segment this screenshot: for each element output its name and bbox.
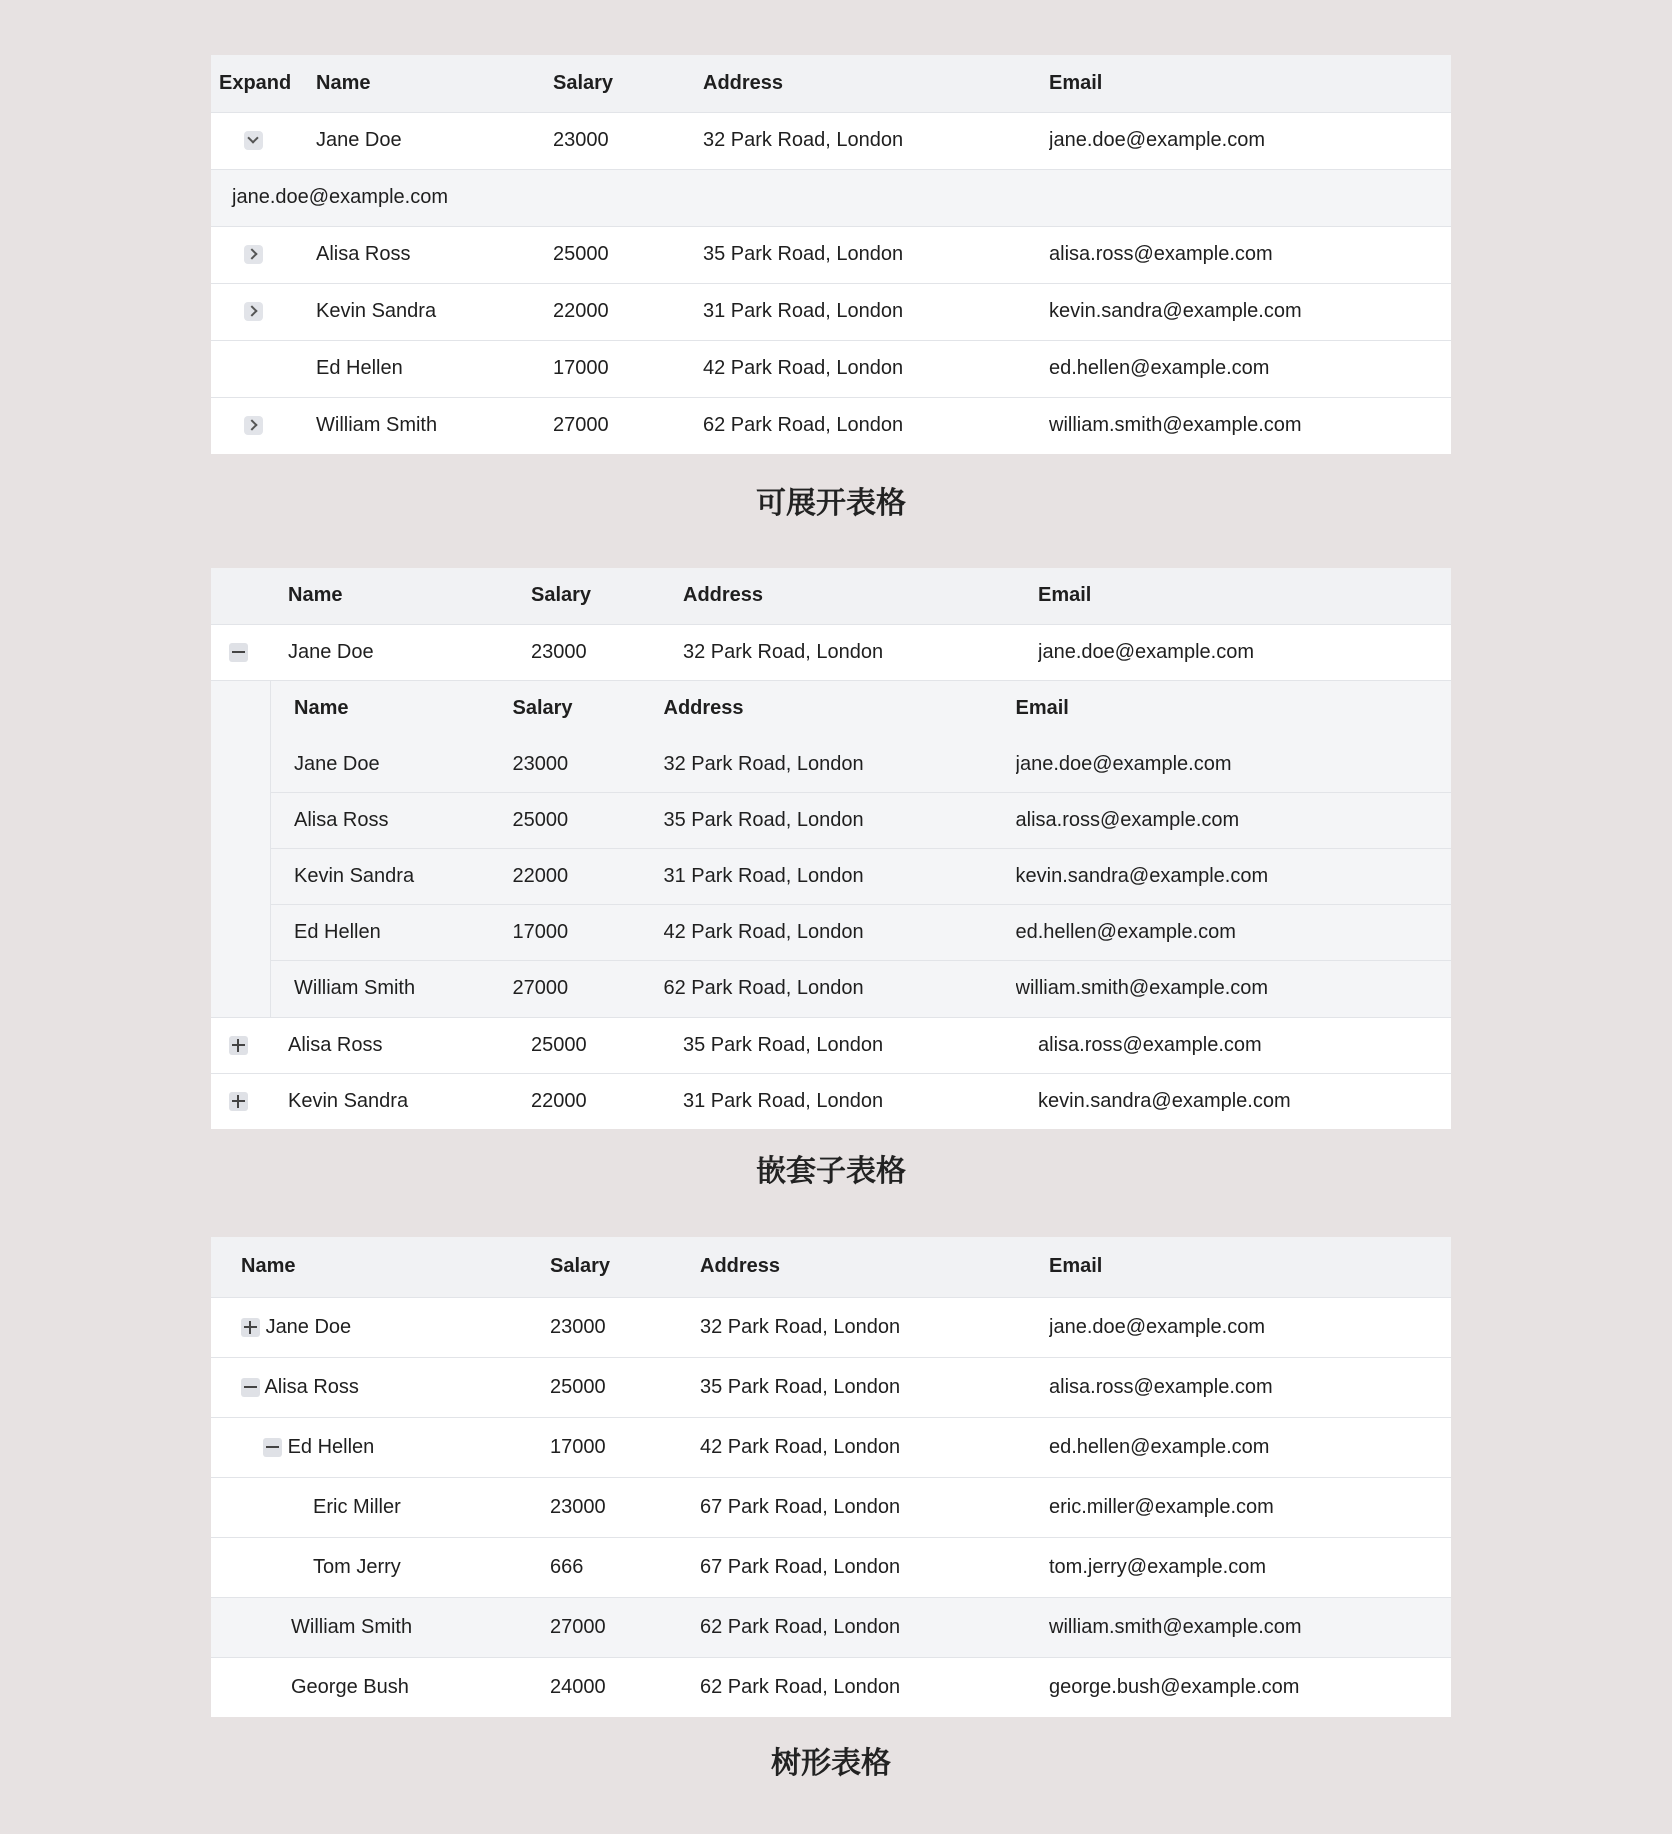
cell-email: ed.hellen@example.com <box>1049 1435 1270 1458</box>
cell-name: Ed Hellen <box>271 905 513 961</box>
table-row[interactable] <box>211 283 1451 340</box>
cell-address: 42 Park Road, London <box>703 357 904 379</box>
cell-email: george.bush@example.com <box>1049 1675 1300 1698</box>
nested-subtable <box>270 681 1451 1017</box>
cell-address: 35 Park Road, London <box>683 1033 884 1056</box>
collapse-minus-icon[interactable] <box>241 1378 260 1397</box>
cell-name: Ed Hellen <box>287 1435 375 1458</box>
expandable-table-section <box>211 55 1451 454</box>
table-row[interactable] <box>211 226 1451 283</box>
expand-plus-icon[interactable] <box>241 1318 260 1337</box>
header-name: Name <box>316 55 553 112</box>
cell-email: alisa.ross@example.com <box>1049 243 1273 265</box>
chevron-right-icon[interactable] <box>244 245 263 264</box>
cell-email: jane.doe@example.com <box>1049 1315 1265 1338</box>
tree-row <box>211 1477 1451 1537</box>
cell-salary: 24000 <box>550 1675 606 1698</box>
tree-row <box>211 1537 1451 1597</box>
header-salary: Salary <box>531 568 683 624</box>
header-address: Address <box>683 568 1038 624</box>
subtable-row <box>271 793 1452 849</box>
cell-name: Kevin Sandra <box>271 849 513 905</box>
cell-address: 35 Park Road, London <box>700 1375 901 1398</box>
header-address: Address <box>703 55 1049 112</box>
cell-email: william.smith@example.com <box>1016 961 1452 1017</box>
cell-name: William Smith <box>271 961 513 1017</box>
chevron-right-icon[interactable] <box>244 416 263 435</box>
sub-header-salary: Salary <box>513 681 664 737</box>
expanded-detail-text: jane.doe@example.com <box>211 169 1451 226</box>
cell-address: 42 Park Road, London <box>700 1435 901 1458</box>
cell-name: George Bush <box>291 1675 409 1698</box>
table-row[interactable] <box>211 1017 1451 1073</box>
cell-address: 32 Park Road, London <box>700 1315 901 1338</box>
expandable-table <box>211 55 1451 454</box>
header-address: Address <box>700 1237 1049 1297</box>
cell-email: alisa.ross@example.com <box>1038 1033 1262 1056</box>
cell-email: alisa.ross@example.com <box>1049 1375 1273 1398</box>
chevron-down-icon[interactable] <box>244 131 263 150</box>
cell-salary: 25000 <box>553 243 609 265</box>
cell-salary: 23000 <box>513 737 664 793</box>
cell-address: 31 Park Road, London <box>683 1089 884 1112</box>
cell-salary: 27000 <box>513 961 664 1017</box>
subtable-row <box>271 737 1452 793</box>
cell-salary: 23000 <box>550 1495 606 1518</box>
tree-table <box>211 1237 1451 1717</box>
cell-salary: 25000 <box>531 1033 587 1056</box>
expandable-table-caption: 可展开表格 <box>756 486 906 521</box>
cell-name: William Smith <box>211 1597 550 1657</box>
tree-row[interactable] <box>211 1417 1451 1477</box>
cell-address: 62 Park Road, London <box>700 1597 1049 1657</box>
table-row <box>211 340 1451 397</box>
expand-plus-icon[interactable] <box>229 1092 248 1111</box>
subtable-row <box>271 905 1452 961</box>
table-row[interactable] <box>211 624 1451 680</box>
expanded-detail-row <box>211 169 1451 226</box>
chevron-right-icon[interactable] <box>244 302 263 321</box>
header-name: Name <box>211 1237 550 1297</box>
tree-row <box>211 1657 1451 1717</box>
cell-salary: 23000 <box>553 129 609 151</box>
header-email: Email <box>1049 55 1451 112</box>
cell-salary: 17000 <box>513 905 664 961</box>
cell-name: Jane Doe <box>265 1315 352 1338</box>
cell-salary: 22000 <box>553 300 609 322</box>
cell-address: 32 Park Road, London <box>683 640 884 663</box>
cell-address: 32 Park Road, London <box>664 737 1016 793</box>
cell-salary: 22000 <box>513 849 664 905</box>
cell-name: Ed Hellen <box>316 357 403 379</box>
nested-table-section <box>211 568 1451 1129</box>
cell-salary: 17000 <box>553 357 609 379</box>
sub-header-email: Email <box>1016 681 1452 737</box>
cell-address: 67 Park Road, London <box>700 1495 901 1518</box>
header-salary: Salary <box>550 1237 700 1297</box>
cell-address: 31 Park Road, London <box>664 849 1016 905</box>
cell-email: william.smith@example.com <box>1049 1597 1451 1657</box>
cell-email: ed.hellen@example.com <box>1049 357 1270 379</box>
cell-email: kevin.sandra@example.com <box>1016 849 1452 905</box>
cell-address: 62 Park Road, London <box>700 1675 901 1698</box>
cell-name: Alisa Ross <box>264 1375 359 1398</box>
nested-table-caption: 嵌套子表格 <box>756 1154 906 1189</box>
sub-header-name: Name <box>271 681 513 737</box>
cell-email: kevin.sandra@example.com <box>1049 300 1302 322</box>
cell-address: 62 Park Road, London <box>664 961 1016 1017</box>
tree-row[interactable] <box>211 1357 1451 1417</box>
cell-name: Jane Doe <box>288 640 374 663</box>
table-row[interactable] <box>211 112 1451 169</box>
cell-name: Eric Miller <box>313 1495 401 1518</box>
cell-address: 35 Park Road, London <box>664 793 1016 849</box>
cell-name: Alisa Ross <box>316 243 411 265</box>
tree-table-section <box>211 1237 1451 1717</box>
expand-plus-icon[interactable] <box>229 1036 248 1055</box>
cell-address: 67 Park Road, London <box>700 1555 901 1578</box>
cell-email: jane.doe@example.com <box>1038 640 1254 663</box>
cell-salary: 666 <box>550 1555 584 1578</box>
cell-name: Alisa Ross <box>288 1033 383 1056</box>
cell-salary: 27000 <box>550 1597 700 1657</box>
cell-email: eric.miller@example.com <box>1049 1495 1274 1518</box>
cell-salary: 27000 <box>553 414 609 437</box>
cell-salary: 17000 <box>550 1435 606 1458</box>
cell-salary: 25000 <box>550 1375 606 1398</box>
cell-name: Jane Doe <box>316 129 402 151</box>
cell-address: 35 Park Road, London <box>703 243 904 265</box>
cell-email: alisa.ross@example.com <box>1016 793 1452 849</box>
header-name: Name <box>288 568 531 624</box>
tree-row <box>211 1597 1451 1657</box>
subtable-row <box>271 849 1452 905</box>
cell-email: jane.doe@example.com <box>1049 129 1265 151</box>
table-row[interactable] <box>211 397 1451 454</box>
tree-row[interactable] <box>211 1297 1451 1357</box>
cell-name: William Smith <box>316 414 438 437</box>
collapse-minus-icon[interactable] <box>263 1438 282 1457</box>
cell-salary: 23000 <box>531 640 587 663</box>
header-expand: Expand <box>211 55 316 112</box>
tree-table-caption: 树形表格 <box>771 1746 891 1781</box>
cell-email: ed.hellen@example.com <box>1016 905 1452 961</box>
header-toggle <box>211 568 288 624</box>
cell-email: jane.doe@example.com <box>1016 737 1452 793</box>
subtable-row <box>271 961 1452 1017</box>
cell-email: william.smith@example.com <box>1049 414 1302 437</box>
collapse-minus-icon[interactable] <box>229 643 248 662</box>
cell-name: Jane Doe <box>271 737 513 793</box>
header-salary: Salary <box>553 55 703 112</box>
header-email: Email <box>1049 1237 1451 1297</box>
cell-salary: 22000 <box>531 1089 587 1112</box>
table-header <box>211 1237 1451 1297</box>
cell-address: 42 Park Road, London <box>664 905 1016 961</box>
cell-email: kevin.sandra@example.com <box>1038 1089 1291 1112</box>
cell-name: Tom Jerry <box>313 1555 401 1578</box>
cell-address: 62 Park Road, London <box>703 414 904 437</box>
cell-email: tom.jerry@example.com <box>1049 1555 1267 1578</box>
cell-address: 32 Park Road, London <box>703 129 904 151</box>
sub-header-address: Address <box>664 681 1016 737</box>
cell-address: 31 Park Road, London <box>703 300 904 322</box>
table-row[interactable] <box>211 1073 1451 1129</box>
cell-salary: 23000 <box>550 1315 606 1338</box>
table-header <box>211 568 1451 624</box>
nested-table <box>211 568 1451 1129</box>
cell-salary: 25000 <box>513 793 664 849</box>
nested-subtable-row <box>211 680 1451 1017</box>
table-header <box>211 55 1451 112</box>
cell-name: Kevin Sandra <box>316 300 437 322</box>
cell-name: Alisa Ross <box>271 793 513 849</box>
cell-name: Kevin Sandra <box>288 1089 409 1112</box>
header-email: Email <box>1038 568 1451 624</box>
subtable-header <box>271 681 1452 737</box>
